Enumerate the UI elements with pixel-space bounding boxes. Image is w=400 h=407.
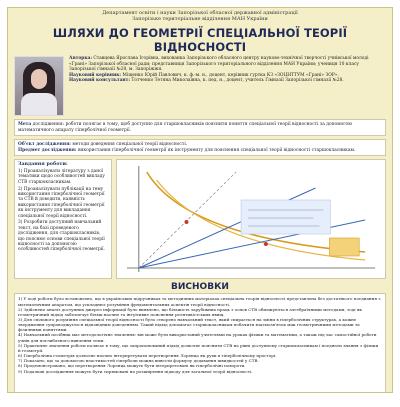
task-item: 3) Розробити доступний навчальний текст, на базі проведеного дослідження, для старшокласників, що пояснює основи спеціальної теорії відносності за допомогою особливостей гіперболічної геометрії.	[18, 220, 105, 253]
conclusions-box	[14, 293, 386, 393]
subject-text: використання гіперболічної геометрії як інструменту для пояснення спеціальної теорії відносності старшокласникам.	[77, 147, 356, 153]
conclusion-item: 5) Практичне значення роботи полягає в тому, що запропонований підхід дозволяє пояснити СТВ на рівні доступному старшокласникам і поєднати знання з фізики й геометрії.	[18, 342, 379, 353]
hyperbolic-geometry-figure	[116, 159, 386, 279]
consultant-text: Тотченко Тетяна Миколаївна, к. пед. н., доцент, учитель Гімназії Запорізької гімназії №28.	[131, 78, 344, 83]
tasks-heading: Завдання роботи:	[18, 161, 68, 168]
conclusion-item: 6) Гіперболічна геометрія дозволяє наочно інтерпретувати перетворення Лоренца як рухи в гіперболічному просторі.	[18, 353, 277, 359]
tasks-box	[14, 159, 112, 279]
consultant-line	[69, 78, 386, 84]
task-item: 1) Проаналізувати літературу з даної тематики щодо особливостей викладу СТВ старшокласникам.	[18, 168, 105, 185]
formula-panel	[241, 200, 330, 234]
org-line-1: Департамент освіти і науки Запорізької обласної державної адміністрації	[102, 10, 298, 16]
object-label: Об'єкт дослідження:	[18, 142, 71, 148]
poster-title: ШЛЯХИ ДО ГЕОМЕТРІЇ СПЕЦІАЛЬНОЇ ТЕОРІЇ ВІДНОСНОСТІ	[52, 26, 348, 54]
authors-section	[8, 56, 392, 116]
figure-svg	[117, 160, 385, 278]
conclusion-item: 4) Навчальний посібник має методологічне значення: він може бути використаний учителями на уроках фізики та математики, а також під час самостійної роботи учнів для поглибленого вивчення теми.	[18, 332, 377, 343]
subject-line	[18, 148, 382, 154]
dashed-ray	[139, 172, 236, 268]
supervisor-label: Науковий керівник:	[69, 72, 122, 78]
conclusion-item: 8) Продемонстровано, що перетворення Лоренца можуть бути інтерпретовані як гіперболічні повороти.	[18, 363, 246, 369]
task-item: 2) Проаналізувати публікації на тему використання гіперболічної геометрії та СТВ й доводити, наявність використання гіперболічної геометрії як інструменту для викладання спеціальної теорії відносності.	[18, 186, 105, 219]
author-photo	[14, 56, 64, 116]
highlight-box	[329, 238, 359, 256]
conclusion-item: 2) Здійснено аналіз доступних джерел інформації було виявлено, що більшість зарубіжних праць з основ СТВ обмежуються алгебраїчними методами, тоді як геометричний підхід забезпечує більш наочне та інтуїтивне пояснення релятивістських явищ.	[18, 306, 362, 317]
object-subject-box	[14, 139, 386, 156]
event-point-1	[184, 220, 188, 224]
supervisor-text: Міщенко Юрій Павлович, к. ф.-м. н., доцент, керівник гуртка КЗ «ЗОЦНТТУМ «Грані» ЗОР».	[122, 72, 339, 78]
goal-text: дослідження: роботи полягає в тому, щоб доступно для старшокласників пояснити поняття спеціальної теорії відносності за допомогою математичного апарату гіперболічної геометрії.	[18, 122, 353, 133]
author-line	[69, 56, 386, 73]
conclusion-item: 7) Показано, що за допомогою властивостей гіперболи можна вивести формулу додавання швидкостей у СТВ.	[18, 358, 259, 364]
conclusion-item: 3) Для спільного розуміння спеціальної теорії відносності було створено навчальний текст, який спирається на зміни в гіперболічних структурах, а кожне твердження супроводжується відповідним доведенням. Такий підхід допомагає старшокласникам побачити взаємозв'язок між геометричними методами та фізичними поняттями.	[18, 317, 360, 333]
conclusions-heading: ВИСНОВКИ	[171, 282, 229, 293]
middle-section	[14, 159, 386, 279]
poster	[7, 7, 393, 393]
goal-label: Мета	[18, 122, 32, 127]
author-label: Авторка:	[69, 56, 92, 61]
organization-header	[8, 10, 392, 22]
author-text: Ставцева Ярослава Ігорівна, вихованка Запорізького обласного центру науково-технічної творчості учнівської молоді «Грані» Запорізької обласної ради; представниця Запорізького територіального відділення МАН України; учениця 10 класу Запорізької гімназії №28, м. Запоріжжя.	[69, 56, 369, 72]
authors-info	[69, 56, 386, 116]
goal-box	[14, 119, 386, 136]
object-text: методи доведення спеціальної теорії відносності.	[72, 142, 188, 148]
org-line-2: Запорізьке територіальне відділення МАН України	[132, 16, 268, 22]
consultant-label: Науковий консультант:	[69, 78, 130, 83]
conclusion-item: 9) Подальші дослідження можуть бути спрямовані на розширення підходу для загальної теорії відносності.	[18, 368, 253, 374]
subject-label: Предмет дослідження:	[18, 147, 77, 153]
event-point-2	[264, 242, 268, 246]
conclusion-item: 1) У ході роботи було встановлено, що в українських підручниках та методичних матеріалах спеціальна теорія відносності представлена без достатнього поєднання з математичним апаратом, що ускладнює розуміння фундаментальних аспектів теорії відносності.	[18, 296, 381, 307]
